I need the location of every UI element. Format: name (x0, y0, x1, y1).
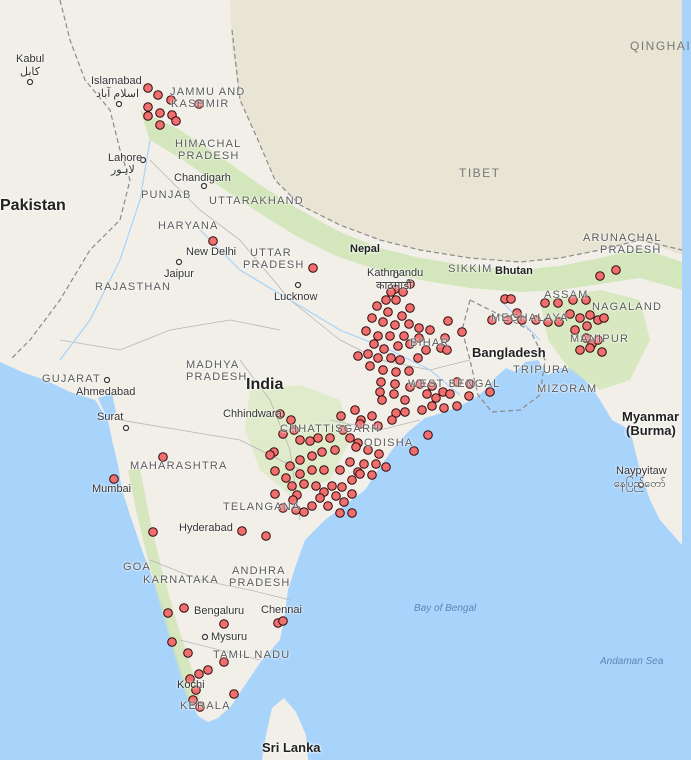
map-marker[interactable] (372, 460, 381, 469)
map-marker[interactable] (156, 121, 165, 130)
map-marker[interactable] (195, 670, 204, 679)
map-marker[interactable] (401, 408, 410, 417)
label-arunachal-2: PRADESH (600, 244, 662, 256)
map-marker[interactable] (392, 368, 401, 377)
map-marker[interactable] (164, 609, 173, 618)
label-surat: Surat (97, 411, 124, 423)
map-marker[interactable] (428, 402, 437, 411)
label-qinghai: QINGHAI (630, 39, 691, 53)
map-marker[interactable] (286, 462, 295, 471)
map-marker[interactable] (598, 348, 607, 357)
map-marker[interactable] (380, 345, 389, 354)
map-marker[interactable] (288, 482, 297, 491)
map-marker[interactable] (423, 390, 432, 399)
label-nepal: Nepal (350, 243, 380, 255)
map-marker[interactable] (306, 437, 315, 446)
map-marker[interactable] (391, 321, 400, 330)
label-up-2: PRADESH (243, 259, 305, 271)
label-ap-2: PRADESH (229, 577, 291, 589)
islamabad-dot (117, 102, 122, 107)
label-lucknow: Lucknow (274, 291, 318, 303)
surat-dot (124, 426, 129, 431)
map-marker[interactable] (316, 494, 325, 503)
map-marker[interactable] (458, 328, 467, 337)
map-marker[interactable] (318, 448, 327, 457)
label-sikkim: SIKKIM (448, 263, 493, 275)
map-marker[interactable] (320, 466, 329, 475)
label-goa: GOA (123, 561, 152, 573)
map-marker[interactable] (392, 296, 401, 305)
map-marker[interactable] (352, 443, 361, 452)
map-marker[interactable] (368, 412, 377, 421)
map-marker[interactable] (453, 402, 462, 411)
map-marker[interactable] (406, 304, 415, 313)
label-uttarakhand: UTTARAKHAND (209, 195, 304, 207)
map-marker[interactable] (340, 498, 349, 507)
label-myanmar: Myanmar (622, 409, 680, 424)
label-mysuru: Mysuru (211, 631, 248, 643)
map-marker[interactable] (180, 604, 189, 613)
map-marker[interactable] (337, 412, 346, 421)
map-marker[interactable] (282, 474, 291, 483)
map-marker[interactable] (204, 666, 213, 675)
label-jk-1: JAMMU AND (170, 86, 246, 98)
label-ap-1: ANDHRA (232, 565, 286, 577)
label-tibet: TIBET (459, 166, 501, 180)
label-haryana: HARYANA (158, 220, 219, 232)
label-himachal-1: HIMACHAL (175, 138, 242, 150)
map-marker[interactable] (308, 466, 317, 475)
map-marker[interactable] (300, 508, 309, 517)
map-marker[interactable] (396, 356, 405, 365)
map-marker[interactable] (424, 431, 433, 440)
map-marker[interactable] (364, 350, 373, 359)
label-manipur: MANIPUR (570, 333, 630, 345)
map-marker[interactable] (576, 314, 585, 323)
map-marker[interactable] (351, 406, 360, 415)
map-marker[interactable] (348, 476, 357, 485)
map-marker[interactable] (266, 451, 275, 460)
map-marker[interactable] (374, 354, 383, 363)
label-up-1: UTTAR (250, 247, 292, 259)
map-marker[interactable] (432, 394, 441, 403)
map-marker[interactable] (386, 332, 395, 341)
map-marker[interactable] (354, 352, 363, 361)
label-punjab: PUNJAB (141, 189, 192, 201)
map-marker[interactable] (378, 396, 387, 405)
map-marker[interactable] (184, 649, 193, 658)
map-marker[interactable] (440, 404, 449, 413)
label-sri-lanka: Sri Lanka (262, 740, 321, 755)
map-marker[interactable] (384, 308, 393, 317)
map-marker[interactable] (374, 332, 383, 341)
map-marker[interactable] (446, 390, 455, 399)
map-marker[interactable] (390, 390, 399, 399)
map-marker[interactable] (308, 502, 317, 511)
map-marker[interactable] (336, 509, 345, 518)
map-marker[interactable] (296, 436, 305, 445)
map-marker[interactable] (415, 324, 424, 333)
map-marker[interactable] (405, 320, 414, 329)
label-ahmedabad: Ahmedabad (76, 386, 136, 398)
map-marker[interactable] (418, 406, 427, 415)
map-marker[interactable] (426, 326, 435, 335)
map-marker[interactable] (144, 112, 153, 121)
map-marker[interactable] (309, 264, 318, 273)
label-jaipur: Jaipur (164, 268, 194, 280)
label-mizoram: MIZORAM (537, 383, 598, 395)
label-tripura: TRIPURA (513, 364, 570, 376)
label-maharashtra: MAHARASHTRA (130, 460, 228, 472)
label-kathmandu: Kathmandu (367, 267, 424, 279)
map-marker[interactable] (370, 340, 379, 349)
map-marker[interactable] (387, 354, 396, 363)
map-marker[interactable] (154, 91, 163, 100)
map-marker[interactable] (220, 620, 229, 629)
map-marker[interactable] (356, 470, 365, 479)
label-kabul: Kabul (16, 53, 45, 65)
map-marker[interactable] (405, 367, 414, 376)
map-marker[interactable] (366, 362, 375, 371)
label-islamabad-native: اسلام آباد (96, 88, 140, 100)
map-marker[interactable] (400, 332, 409, 341)
map-marker[interactable] (110, 475, 119, 484)
map-marker[interactable] (382, 296, 391, 305)
map-marker[interactable] (279, 617, 288, 626)
map-marker[interactable] (338, 483, 347, 492)
map-marker[interactable] (398, 312, 407, 321)
label-chandigarh: Chandigarh (174, 172, 231, 184)
map-marker[interactable] (362, 327, 371, 336)
map-marker[interactable] (596, 272, 605, 281)
map-marker[interactable] (156, 109, 165, 118)
map-marker[interactable] (331, 446, 340, 455)
map-marker[interactable] (368, 314, 377, 323)
map-marker[interactable] (296, 456, 305, 465)
label-odisha: ODISHA (364, 437, 414, 449)
map-marker[interactable] (172, 117, 181, 126)
label-chhindwara: Chhindwara (223, 408, 282, 420)
map-marker[interactable] (373, 302, 382, 311)
map-marker[interactable] (379, 318, 388, 327)
label-islamabad: Islamabad (91, 75, 142, 87)
mysuru-dot (203, 635, 208, 640)
label-kerala: KERALA (180, 700, 231, 712)
label-myanmar-sub: (Burma) (626, 423, 676, 438)
label-tamil-nadu: TAMIL NADU (213, 649, 291, 661)
map-marker[interactable] (296, 470, 305, 479)
label-mumbai: Mumbai (92, 483, 132, 495)
map-marker[interactable] (394, 342, 403, 351)
map-marker[interactable] (324, 502, 333, 511)
label-new-delhi: New Delhi (186, 246, 237, 258)
label-meghalaya: MEGHALAYA (491, 312, 569, 324)
label-bihar: BIHAR (410, 337, 450, 349)
label-bengaluru: Bengaluru (194, 605, 245, 617)
label-west-bengal: WEST BENGAL (408, 378, 501, 390)
map-marker[interactable] (332, 492, 341, 501)
map-marker[interactable] (401, 396, 410, 405)
map-marker[interactable] (308, 452, 317, 461)
map-marker[interactable] (149, 528, 158, 537)
map-marker[interactable] (271, 490, 280, 499)
label-nagaland: NAGALAND (592, 301, 663, 313)
map-marker[interactable] (465, 392, 474, 401)
chandigarh-dot (202, 184, 207, 189)
map-marker[interactable] (376, 388, 385, 397)
map-marker[interactable] (168, 638, 177, 647)
map-marker[interactable] (346, 458, 355, 467)
label-arunachal-1: ARUNACHAL (583, 232, 662, 244)
map-marker[interactable] (238, 527, 247, 536)
map-marker[interactable] (375, 450, 384, 459)
map-marker[interactable] (262, 532, 271, 541)
map-marker[interactable] (391, 380, 400, 389)
label-naypyitaw-native: နေပြည်တော် (614, 478, 666, 490)
map-marker[interactable] (382, 463, 391, 472)
map-marker[interactable] (230, 690, 239, 699)
map-marker[interactable] (144, 84, 153, 93)
map-marker[interactable] (507, 295, 516, 304)
map-marker[interactable] (312, 482, 321, 491)
label-gujarat: GUJARAT (42, 373, 101, 385)
label-mp-2: PRADESH (186, 371, 248, 383)
label-pakistan: Pakistan (0, 197, 66, 214)
label-bay-of-bengal: Bay of Bengal (414, 603, 477, 614)
label-hyderabad: Hyderabad (179, 522, 233, 534)
label-chennai: Chennai (261, 604, 302, 616)
label-rajasthan: RAJASTHAN (95, 281, 172, 293)
map-marker[interactable] (271, 467, 280, 476)
map-marker[interactable] (368, 471, 377, 480)
label-kochi: Kochi (177, 679, 205, 691)
ahmedabad-dot (105, 378, 110, 383)
label-naypyitaw: Naypyitaw (616, 465, 667, 477)
label-bangladesh: Bangladesh (472, 345, 546, 360)
map-marker[interactable] (300, 480, 309, 489)
label-lahore: Lahore (108, 152, 143, 164)
kabul-dot (28, 80, 33, 85)
label-india: India (246, 376, 284, 393)
label-himachal-2: PRADESH (178, 150, 240, 162)
map-marker[interactable] (336, 466, 345, 475)
label-andaman-sea: Andaman Sea (600, 656, 664, 667)
label-kathmandu-native: काठमाडौं (376, 280, 412, 292)
label-mp-1: MADHYA (186, 359, 240, 371)
map-marker[interactable] (377, 378, 386, 387)
map-marker[interactable] (583, 322, 592, 331)
map-marker[interactable] (348, 490, 357, 499)
map-marker[interactable] (348, 509, 357, 518)
map-marker[interactable] (612, 266, 621, 275)
label-telangana: TELANGANA (223, 501, 301, 513)
map-marker[interactable] (388, 416, 397, 425)
label-kabul-native: کابل (20, 66, 40, 78)
label-jk-2: KASHMIR (171, 98, 230, 110)
label-chhattisgarh: CHHATTISGARH (280, 423, 381, 435)
lucknow-dot (296, 283, 301, 288)
map-marker[interactable] (600, 314, 609, 323)
map-marker[interactable] (144, 103, 153, 112)
label-bhutan: Bhutan (495, 265, 533, 277)
map-marker[interactable] (379, 366, 388, 375)
label-karnataka: KARNATAKA (143, 574, 219, 586)
label-assam: ASSAM (544, 289, 589, 301)
map-marker[interactable] (414, 354, 423, 363)
label-lahore-native: لاہور (111, 164, 135, 176)
map-marker[interactable] (209, 237, 218, 246)
map-marker[interactable] (360, 460, 369, 469)
map-marker[interactable] (328, 482, 337, 491)
map-marker[interactable] (576, 346, 585, 355)
map-marker[interactable] (444, 317, 453, 326)
jaipur-dot (177, 260, 182, 265)
